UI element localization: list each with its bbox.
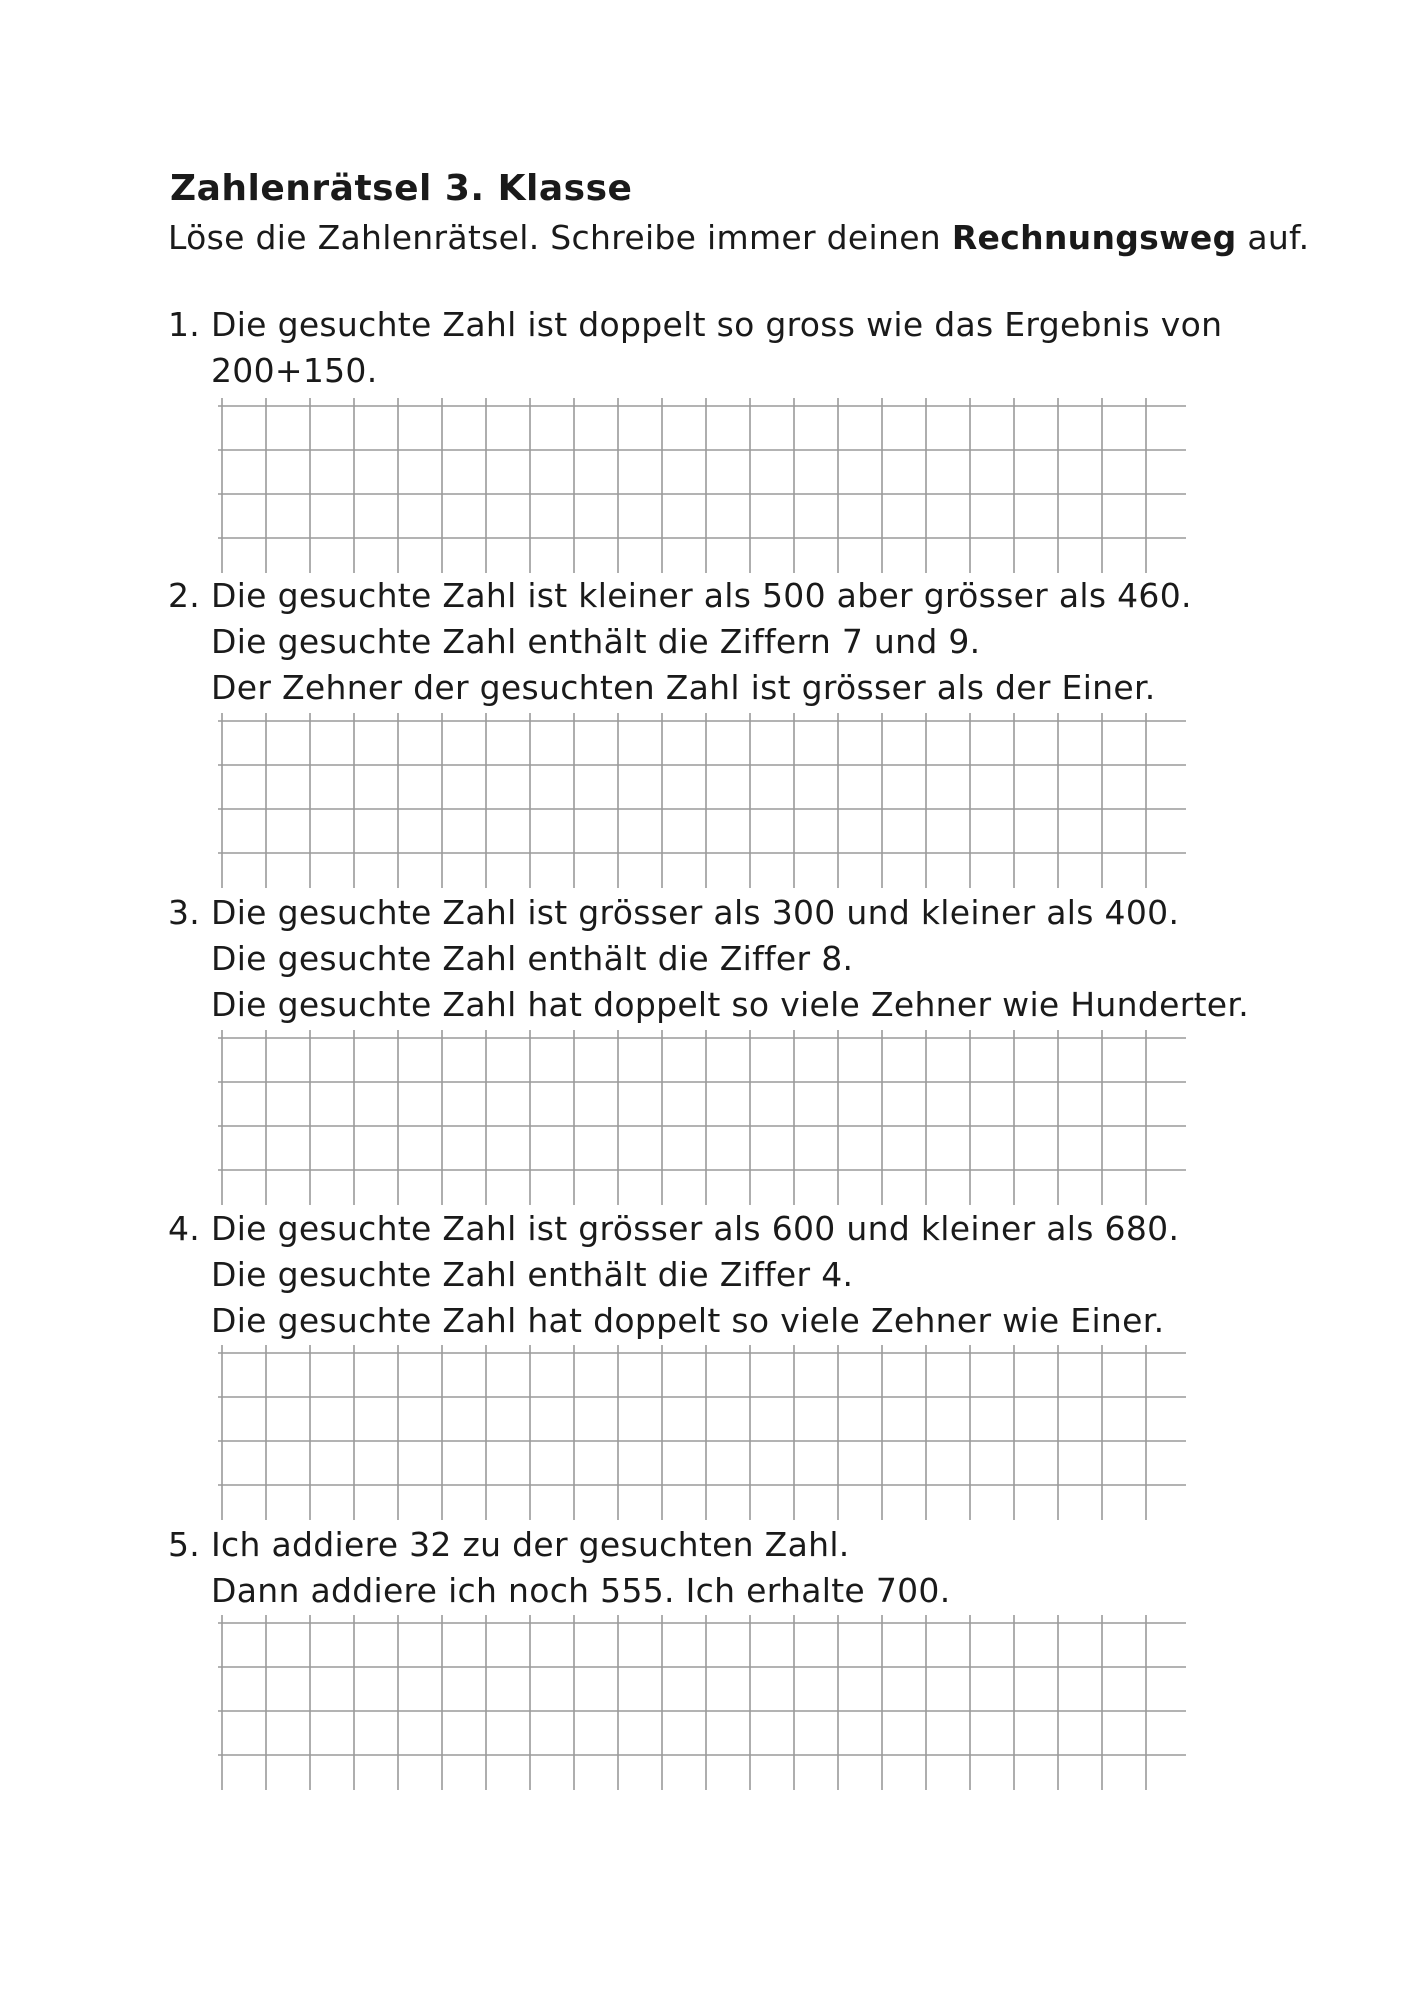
task-line: Dann addiere ich noch 555. Ich erhalte 700. [211, 1571, 951, 1610]
task-line: Die gesuchte Zahl ist grösser als 300 und kleiner als 400. [211, 893, 1180, 932]
answer-grid-5[interactable] [218, 1615, 1186, 1790]
task-line: Die gesuchte Zahl ist kleiner als 500 aber grösser als 460. [211, 576, 1192, 615]
task-line: Die gesuchte Zahl enthält die Ziffer 4. [211, 1255, 854, 1294]
task-line: Die gesuchte Zahl enthält die Ziffer 8. [211, 939, 854, 978]
task-line: Die gesuchte Zahl hat doppelt so viele Zehner wie Einer. [211, 1301, 1165, 1340]
task-line: Die gesuchte Zahl hat doppelt so viele Zehner wie Hunderter. [211, 985, 1250, 1024]
task-2 [168, 573, 1192, 711]
answer-grid-1[interactable] [218, 398, 1186, 573]
task-line: Der Zehner der gesuchten Zahl ist grösser als der Einer. [211, 668, 1156, 707]
task-3 [168, 890, 1249, 1028]
task-number: 3. [168, 893, 201, 932]
task-line: Die gesuchte Zahl ist grösser als 600 und kleiner als 680. [211, 1209, 1180, 1248]
instruction-text: Löse die Zahlenrätsel. Schreibe immer deinen [168, 218, 942, 257]
answer-grid-4[interactable] [218, 1345, 1186, 1520]
task-4 [168, 1206, 1179, 1344]
task-line: Die gesuchte Zahl ist doppelt so gross wie das Ergebnis von [211, 305, 1223, 344]
answer-grid-2[interactable] [218, 713, 1186, 888]
answer-grid-3[interactable] [218, 1030, 1186, 1205]
instruction-emphasis: Rechnungsweg [951, 218, 1237, 257]
page-title: Zahlenrätsel 3. Klasse [170, 168, 633, 209]
task-number: 5. [168, 1525, 201, 1564]
instruction-text-end: auf. [1247, 218, 1310, 257]
task-number: 2. [168, 576, 201, 615]
task-line: Ich addiere 32 zu der gesuchten Zahl. [211, 1525, 850, 1564]
task-number: 4. [168, 1209, 201, 1248]
task-number: 1. [168, 305, 201, 344]
instruction [168, 218, 1309, 257]
task-line: 200+150. [211, 351, 378, 390]
task-line: Die gesuchte Zahl enthält die Ziffern 7 und 9. [211, 622, 981, 661]
task-5 [168, 1522, 951, 1614]
task-1 [168, 302, 1222, 394]
